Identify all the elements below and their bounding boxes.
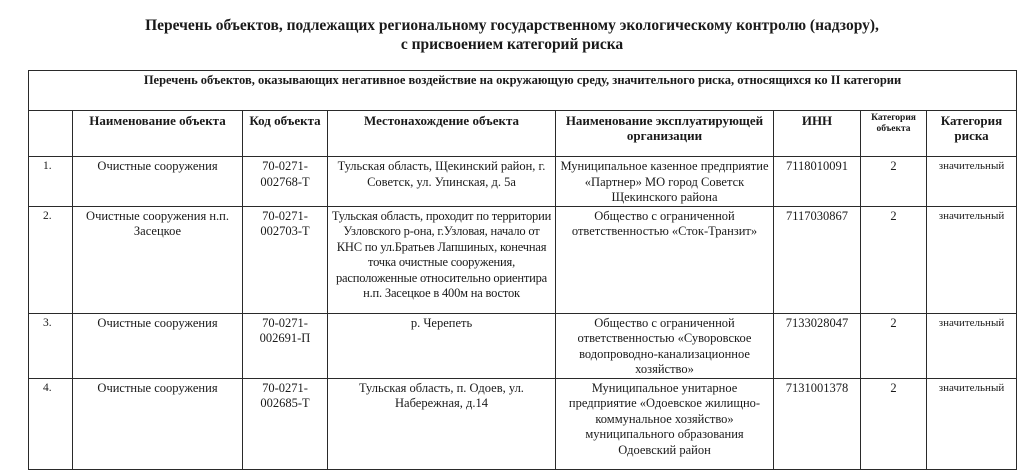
operator-org: Муниципальное унитарное предприятие «Одоевское жилищно-коммунальное хозяйство» муниципального образования Одоевский район [556,378,774,469]
object-name: Очистные сооружения [73,378,243,469]
table-row [29,378,1017,469]
object-category: 2 [861,206,927,313]
row-num: 3. [29,313,73,378]
table-row [29,206,1017,313]
object-code: 70-0271-002703-Т [243,206,328,313]
col-header-risk-category: Категория риска [927,111,1017,157]
objects-table [28,70,1017,470]
col-header-name: Наименование объекта [73,111,243,157]
inn: 7118010091 [774,157,861,207]
object-name: Очистные сооружения н.п. Засецкое [73,206,243,313]
object-name: Очистные сооружения [73,313,243,378]
object-code: 70-0271-002768-Т [243,157,328,207]
column-header-row [29,111,1017,157]
table-row [29,313,1017,378]
operator-org: Общество с ограниченной ответственностью «Сток-Транзит» [556,206,774,313]
risk-category: значительный [927,378,1017,469]
object-name: Очистные сооружения [73,157,243,207]
title-line-2: с присвоением категорий риска [400,36,624,53]
section-header-row [29,71,1017,111]
object-location: р. Черепеть [328,313,556,378]
inn: 7117030867 [774,206,861,313]
col-header-inn: ИНН [774,111,861,157]
object-location: Тульская область, Щекинский район, г. Советск, ул. Упинская, д. 5а [328,157,556,207]
risk-category: значительный [927,313,1017,378]
object-code: 70-0271-002691-П [243,313,328,378]
object-location: Тульская область, п. Одоев, ул. Набережная, д.14 [328,378,556,469]
object-category: 2 [861,157,927,207]
document-title [0,16,1024,54]
col-header-location: Местонахождение объекта [328,111,556,157]
title-line-1: Перечень объектов, подлежащих региональному государственному экологическому контролю (надзору), [145,17,879,34]
inn: 7131001378 [774,378,861,469]
col-header-object-category: Категория объекта [861,111,927,157]
object-code: 70-0271-002685-Т [243,378,328,469]
row-num: 2. [29,206,73,313]
risk-category: значительный [927,206,1017,313]
col-header-org: Наименование эксплуатирующей организации [556,111,774,157]
col-header-code: Код объекта [243,111,328,157]
object-category: 2 [861,313,927,378]
row-num: 4. [29,378,73,469]
section-header: Перечень объектов, оказывающих негативное воздействие на окружающую среду, значительного риска, относящихся ко II категории [29,71,1017,111]
operator-org: Муниципальное казенное предприятие «Партнер» МО город Советск Щекинского района [556,157,774,207]
row-num: 1. [29,157,73,207]
col-header-num [29,111,73,157]
inn: 7133028047 [774,313,861,378]
operator-org: Общество с ограниченной ответственностью «Суворовское водопроводно-канализационное хозяйство» [556,313,774,378]
object-location: Тульская область, проходит по территории Узловского р-она, г.Узловая, начало от КНС по ул.Братьев Лапшиных, конечная точка очистные сооружения, расположенные относительно ориентира н.п. Засецкое в 400м на восток [328,206,556,313]
risk-category: значительный [927,157,1017,207]
table-row [29,157,1017,207]
object-category: 2 [861,378,927,469]
